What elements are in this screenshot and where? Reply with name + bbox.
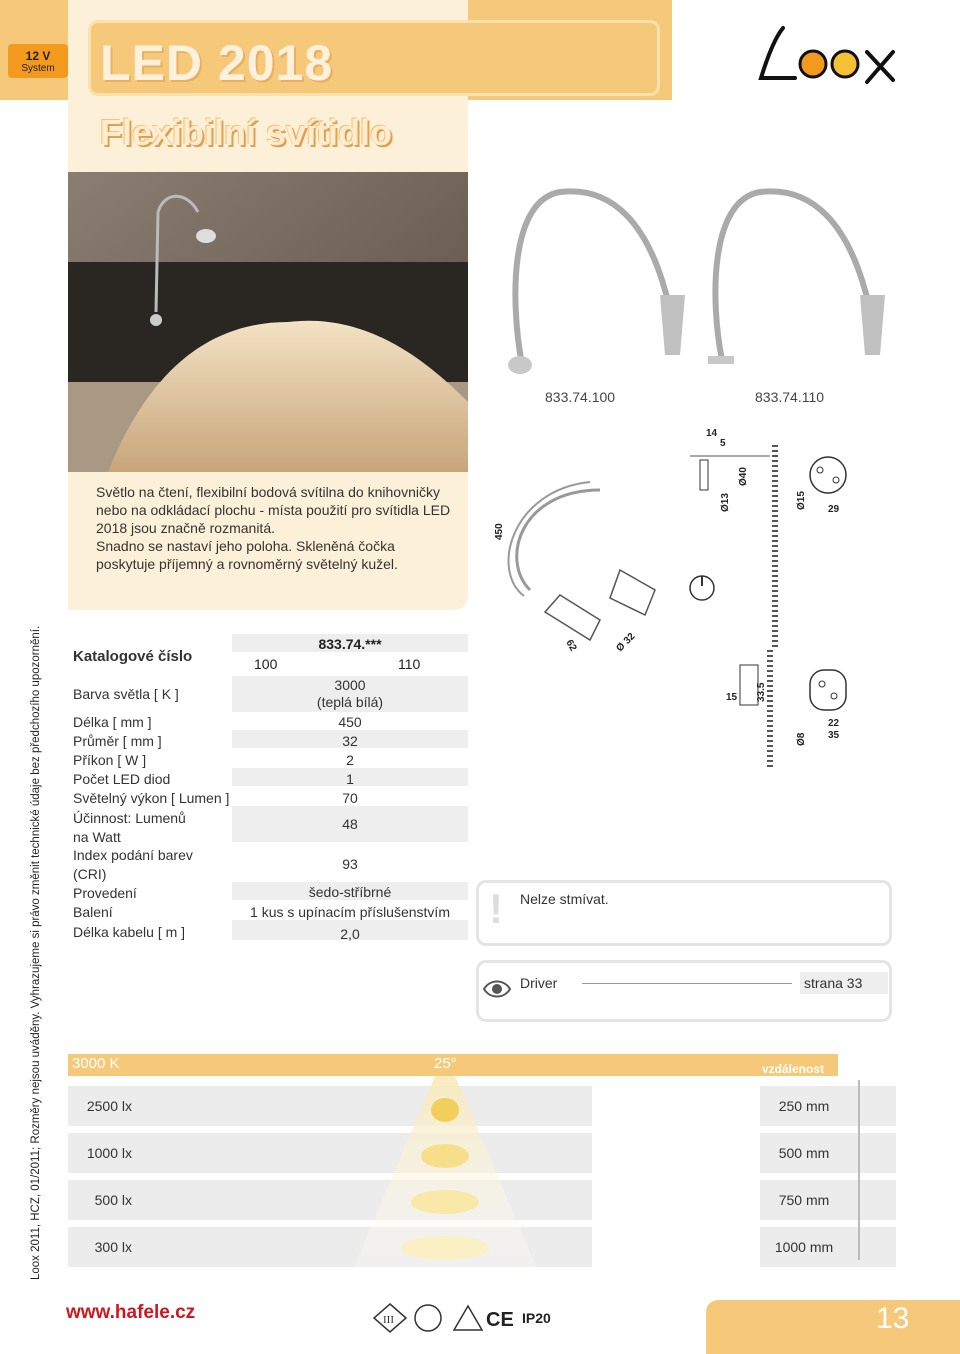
page-number: 13: [876, 1302, 910, 1335]
dim-15b: 15: [726, 692, 738, 703]
spec-label: Délka [ mm ]: [73, 714, 152, 730]
spec-value: 450: [338, 714, 362, 730]
spec-value: šedo-stříbrné: [308, 884, 392, 900]
driver-line: [582, 983, 792, 984]
spec-label: Index podání barev: [73, 847, 193, 863]
light-cone: [340, 1076, 550, 1276]
page-number-box: [706, 1300, 960, 1354]
driver-page-ref[interactable]: strana 33: [800, 972, 888, 994]
system-tab: [8, 44, 68, 78]
intro-text: [96, 483, 456, 573]
intro-paragraph-1: Světlo na čtení, flexibilní bodová svítilna do knihovničky nebo na odkládací plochu - místa použití pro svítidla LED 2018 jsou značně rozmanitá.: [96, 484, 451, 536]
color-temperature: 3000 K: [72, 1055, 120, 1072]
product-code-b: 833.74.110: [755, 389, 825, 405]
system-voltage: 12 V: [25, 49, 51, 63]
variant-a: 100: [254, 656, 278, 672]
driver-label: Driver: [520, 975, 558, 991]
dim-40: Ø40: [738, 467, 749, 486]
svg-text:CE: CE: [486, 1309, 514, 1331]
spec-label: Průměr [ mm ]: [73, 733, 162, 749]
dim-335: 33.5: [756, 682, 767, 702]
spec-label: Počet LED diod: [73, 771, 171, 787]
dim-450: 450: [494, 523, 505, 540]
lamp-a-icon: [508, 191, 685, 374]
spec-label: (CRI): [73, 866, 107, 882]
technical-drawing: [480, 420, 960, 770]
lux-value: 300 lx: [94, 1239, 132, 1255]
warning-text: Nelze stmívat.: [520, 891, 609, 907]
page-subtitle: Flexibilní svítidlo: [100, 112, 393, 153]
loox-logo: [755, 20, 905, 90]
lux-value: 500 lx: [94, 1192, 132, 1208]
product-photo: [68, 172, 468, 472]
dim-29: 29: [828, 504, 840, 515]
spec-value: 70: [342, 790, 358, 806]
spec-label: Příkon [ W ]: [73, 752, 147, 768]
warning-box: [476, 880, 892, 946]
beam-angle: 25°: [434, 1055, 457, 1072]
distance-arrow: [858, 1080, 860, 1260]
product-code-a: 833.74.100: [545, 389, 616, 405]
spec-label: na Watt: [73, 829, 121, 845]
dim-15a: Ø15: [796, 491, 807, 510]
website-link[interactable]: www.hafele.cz: [66, 1302, 196, 1323]
svg-text:III: III: [383, 1314, 394, 1326]
distance-value: 250 mm: [778, 1098, 830, 1114]
dim-22: 22: [828, 718, 840, 729]
spec-value: 3000: [334, 677, 366, 693]
product-illustrations: [490, 180, 910, 380]
warning-icon: !: [489, 885, 503, 932]
dim-8: Ø8: [796, 732, 807, 746]
lux-value: 1000 lx: [86, 1145, 132, 1161]
variant-b: 110: [398, 656, 421, 672]
page-title: LED 2018: [100, 35, 334, 91]
spec-value: 2: [346, 752, 354, 768]
dim-32: Ø 32: [614, 631, 638, 655]
spec-value: 48: [342, 816, 358, 832]
distance-label: vzdálenost: [762, 1062, 825, 1076]
dim-5: 5: [720, 438, 726, 449]
spec-label: Světelný výkon [ Lumen ]: [73, 790, 230, 806]
spec-label: Barva světla [ K ]: [73, 686, 179, 702]
dim-35: 35: [828, 730, 840, 741]
lux-value: 2500 lx: [86, 1098, 132, 1114]
spec-label: Balení: [73, 904, 113, 920]
catalog-code: 833.74.***: [232, 634, 468, 652]
system-label: System: [21, 63, 55, 74]
spec-value: 32: [342, 733, 358, 749]
distance-value: 750 mm: [778, 1192, 830, 1208]
side-disclaimer: Loox 2011, HCZ, 01/2011; Rozměry nejsou uváděny. Vyhrazujeme si právo změnit technické údaje bez předchozího upozornění.: [30, 625, 42, 1280]
lamp-b-icon: [708, 191, 885, 364]
spec-value: (teplá bílá): [316, 694, 384, 710]
distance-value: 500 mm: [778, 1145, 830, 1161]
spec-label: Provedení: [73, 885, 137, 901]
spec-value: 1 kus s upínacím příslušenstvím: [250, 904, 450, 920]
variant-header: [232, 654, 468, 672]
catalog-label: Katalogové číslo: [73, 648, 193, 665]
spec-value: 1: [346, 771, 354, 787]
eye-icon: [480, 972, 514, 1006]
dim-13: Ø13: [720, 493, 731, 512]
distance-value: 1000 mm: [774, 1239, 834, 1255]
spec-value: 93: [342, 856, 358, 872]
certification-icons: [372, 1300, 522, 1336]
ip-rating: IP20: [522, 1310, 551, 1326]
dim-62: 62: [563, 638, 579, 654]
intro-paragraph-2: Snadno se nastaví jeho poloha. Skleněná čočka poskytuje příjemný a rovnoměrný světelný kužel.: [96, 538, 398, 572]
dim-14: 14: [706, 428, 718, 439]
spec-value: 2,0: [340, 926, 360, 942]
spec-label: Účinnost: Lumenů: [73, 810, 186, 826]
spec-label: Délka kabelu [ m ]: [73, 924, 186, 940]
